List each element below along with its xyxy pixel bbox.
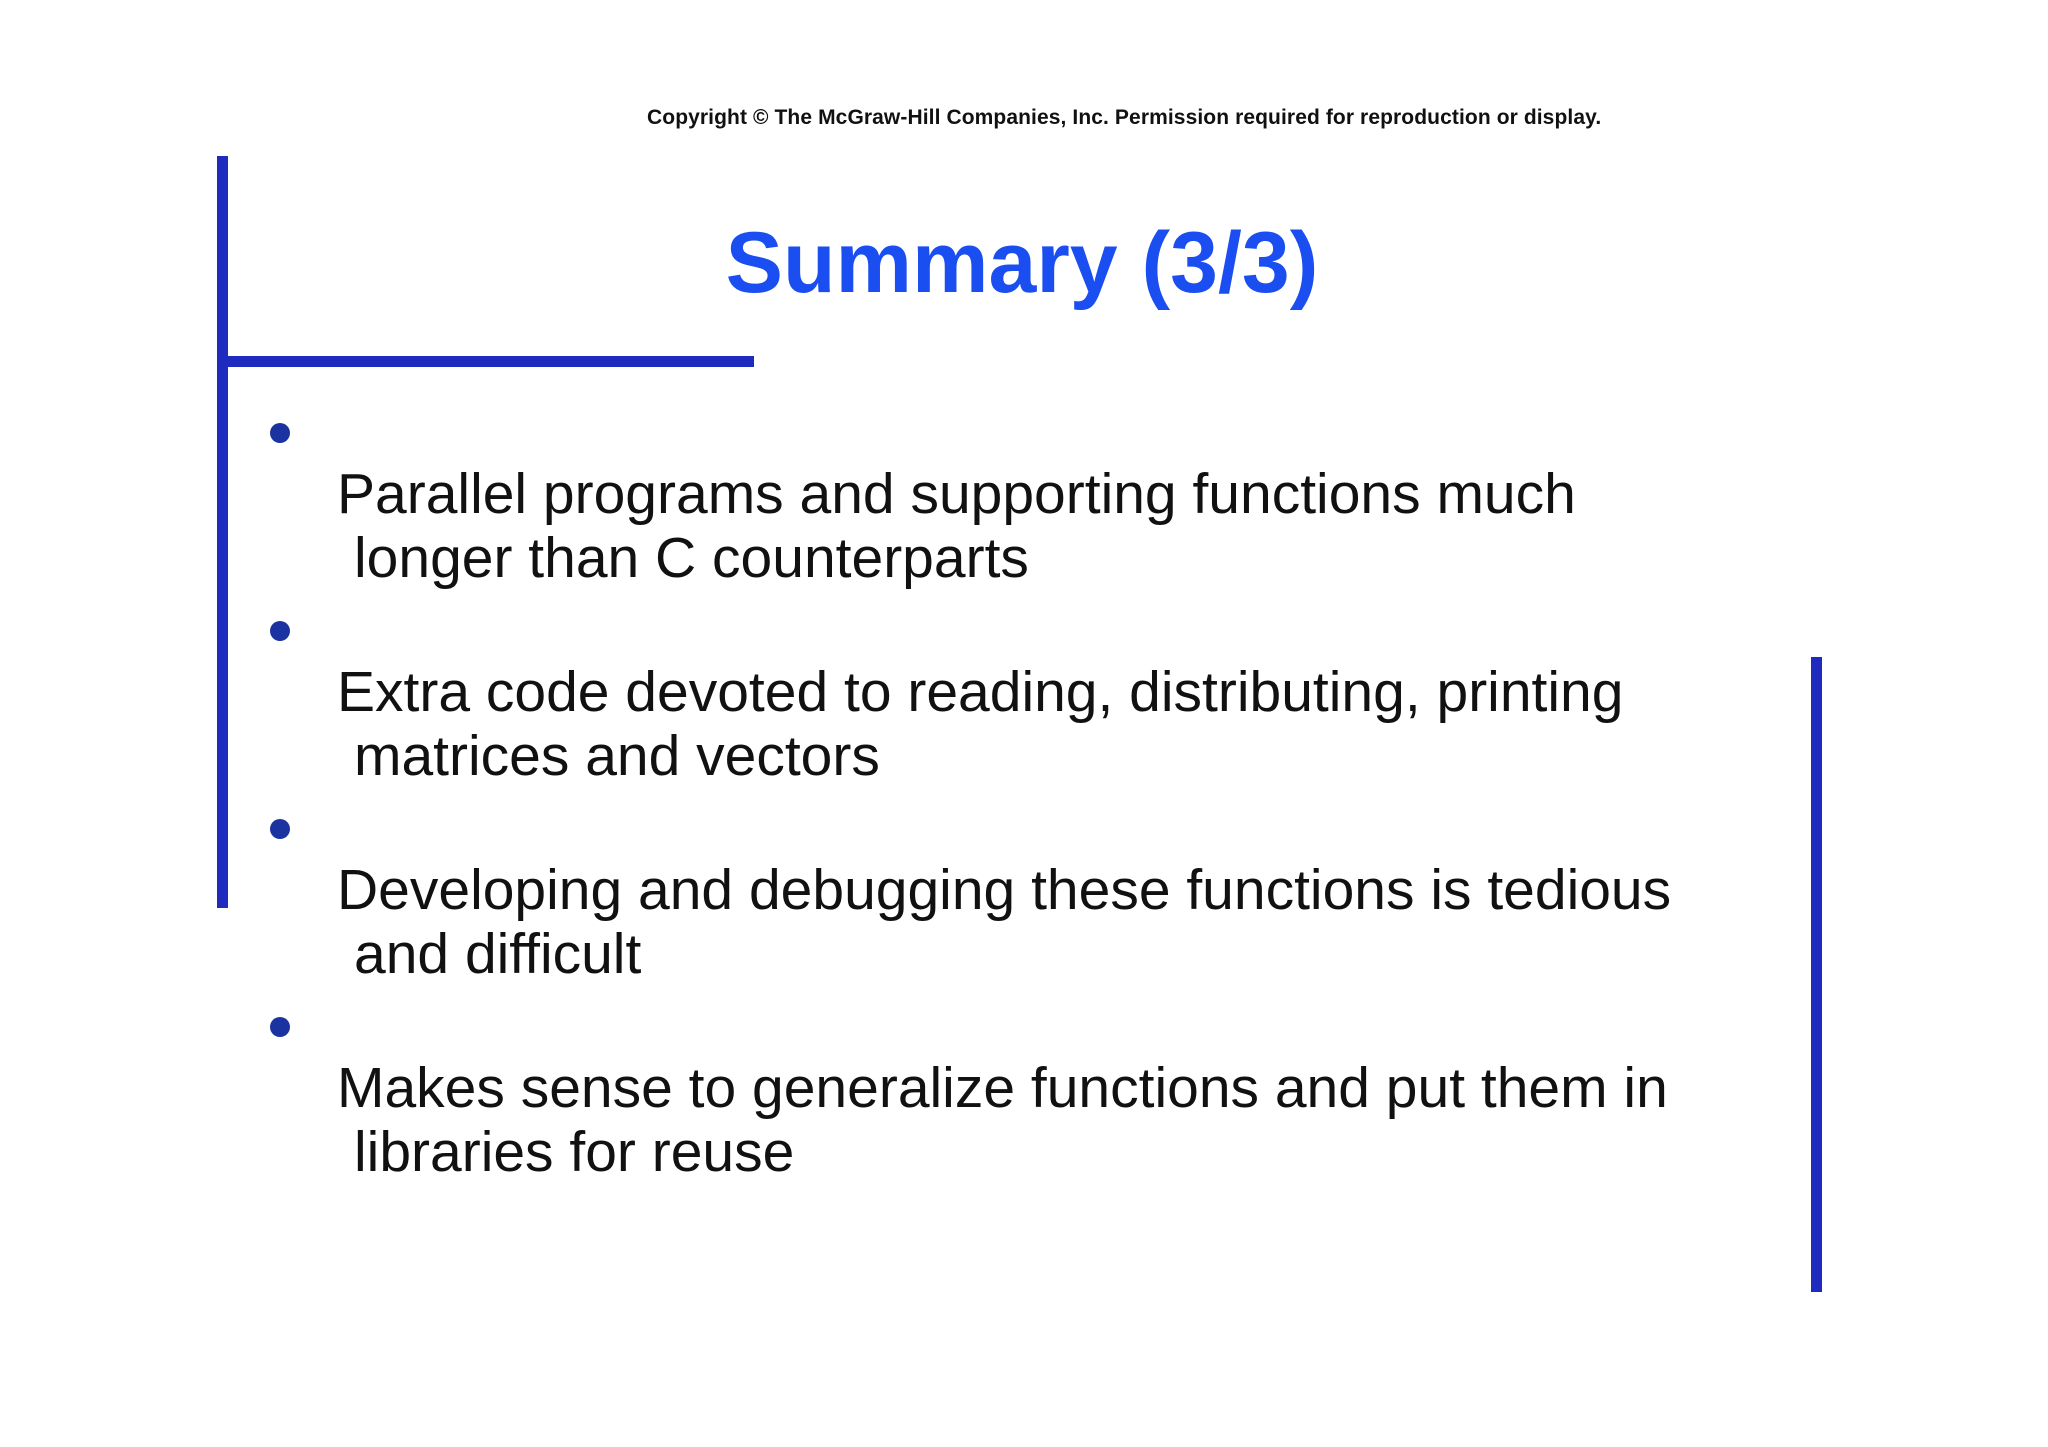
bullet-line: Extra code devoted to reading, distributing, printing: [337, 660, 1624, 724]
copyright-notice: Copyright © The McGraw-Hill Companies, Inc. Permission required for reproduction or display.: [647, 106, 1602, 129]
bullet-dot-icon: [270, 819, 290, 839]
bullet-dot-icon: [270, 1017, 290, 1037]
bullet-dot-icon: [270, 423, 290, 443]
bullet-text: [337, 992, 1797, 1248]
slide-title-container: [0, 214, 2048, 313]
bullet-line: and difficult: [354, 922, 642, 986]
left-horizontal-accent-bar: [217, 356, 754, 367]
bullet-item: [270, 596, 1770, 794]
bullet-item: [270, 992, 1770, 1190]
bullet-item: [270, 794, 1770, 992]
bullet-line: Developing and debugging these functions is tedious: [337, 858, 1672, 922]
bullet-line: longer than C counterparts: [354, 526, 1029, 590]
bullet-dot-icon: [270, 621, 290, 641]
bullet-line: libraries for reuse: [354, 1120, 795, 1184]
bullet-item: [270, 398, 1770, 596]
bullet-line: Parallel programs and supporting functions much: [337, 462, 1576, 526]
right-vertical-accent-bar: [1811, 657, 1822, 1292]
bullet-line: matrices and vectors: [354, 724, 880, 788]
bullet-line: Makes sense to generalize functions and put them in: [337, 1056, 1668, 1120]
bullet-list: [270, 398, 1770, 1190]
slide-title: Summary (3/3): [725, 215, 1319, 311]
